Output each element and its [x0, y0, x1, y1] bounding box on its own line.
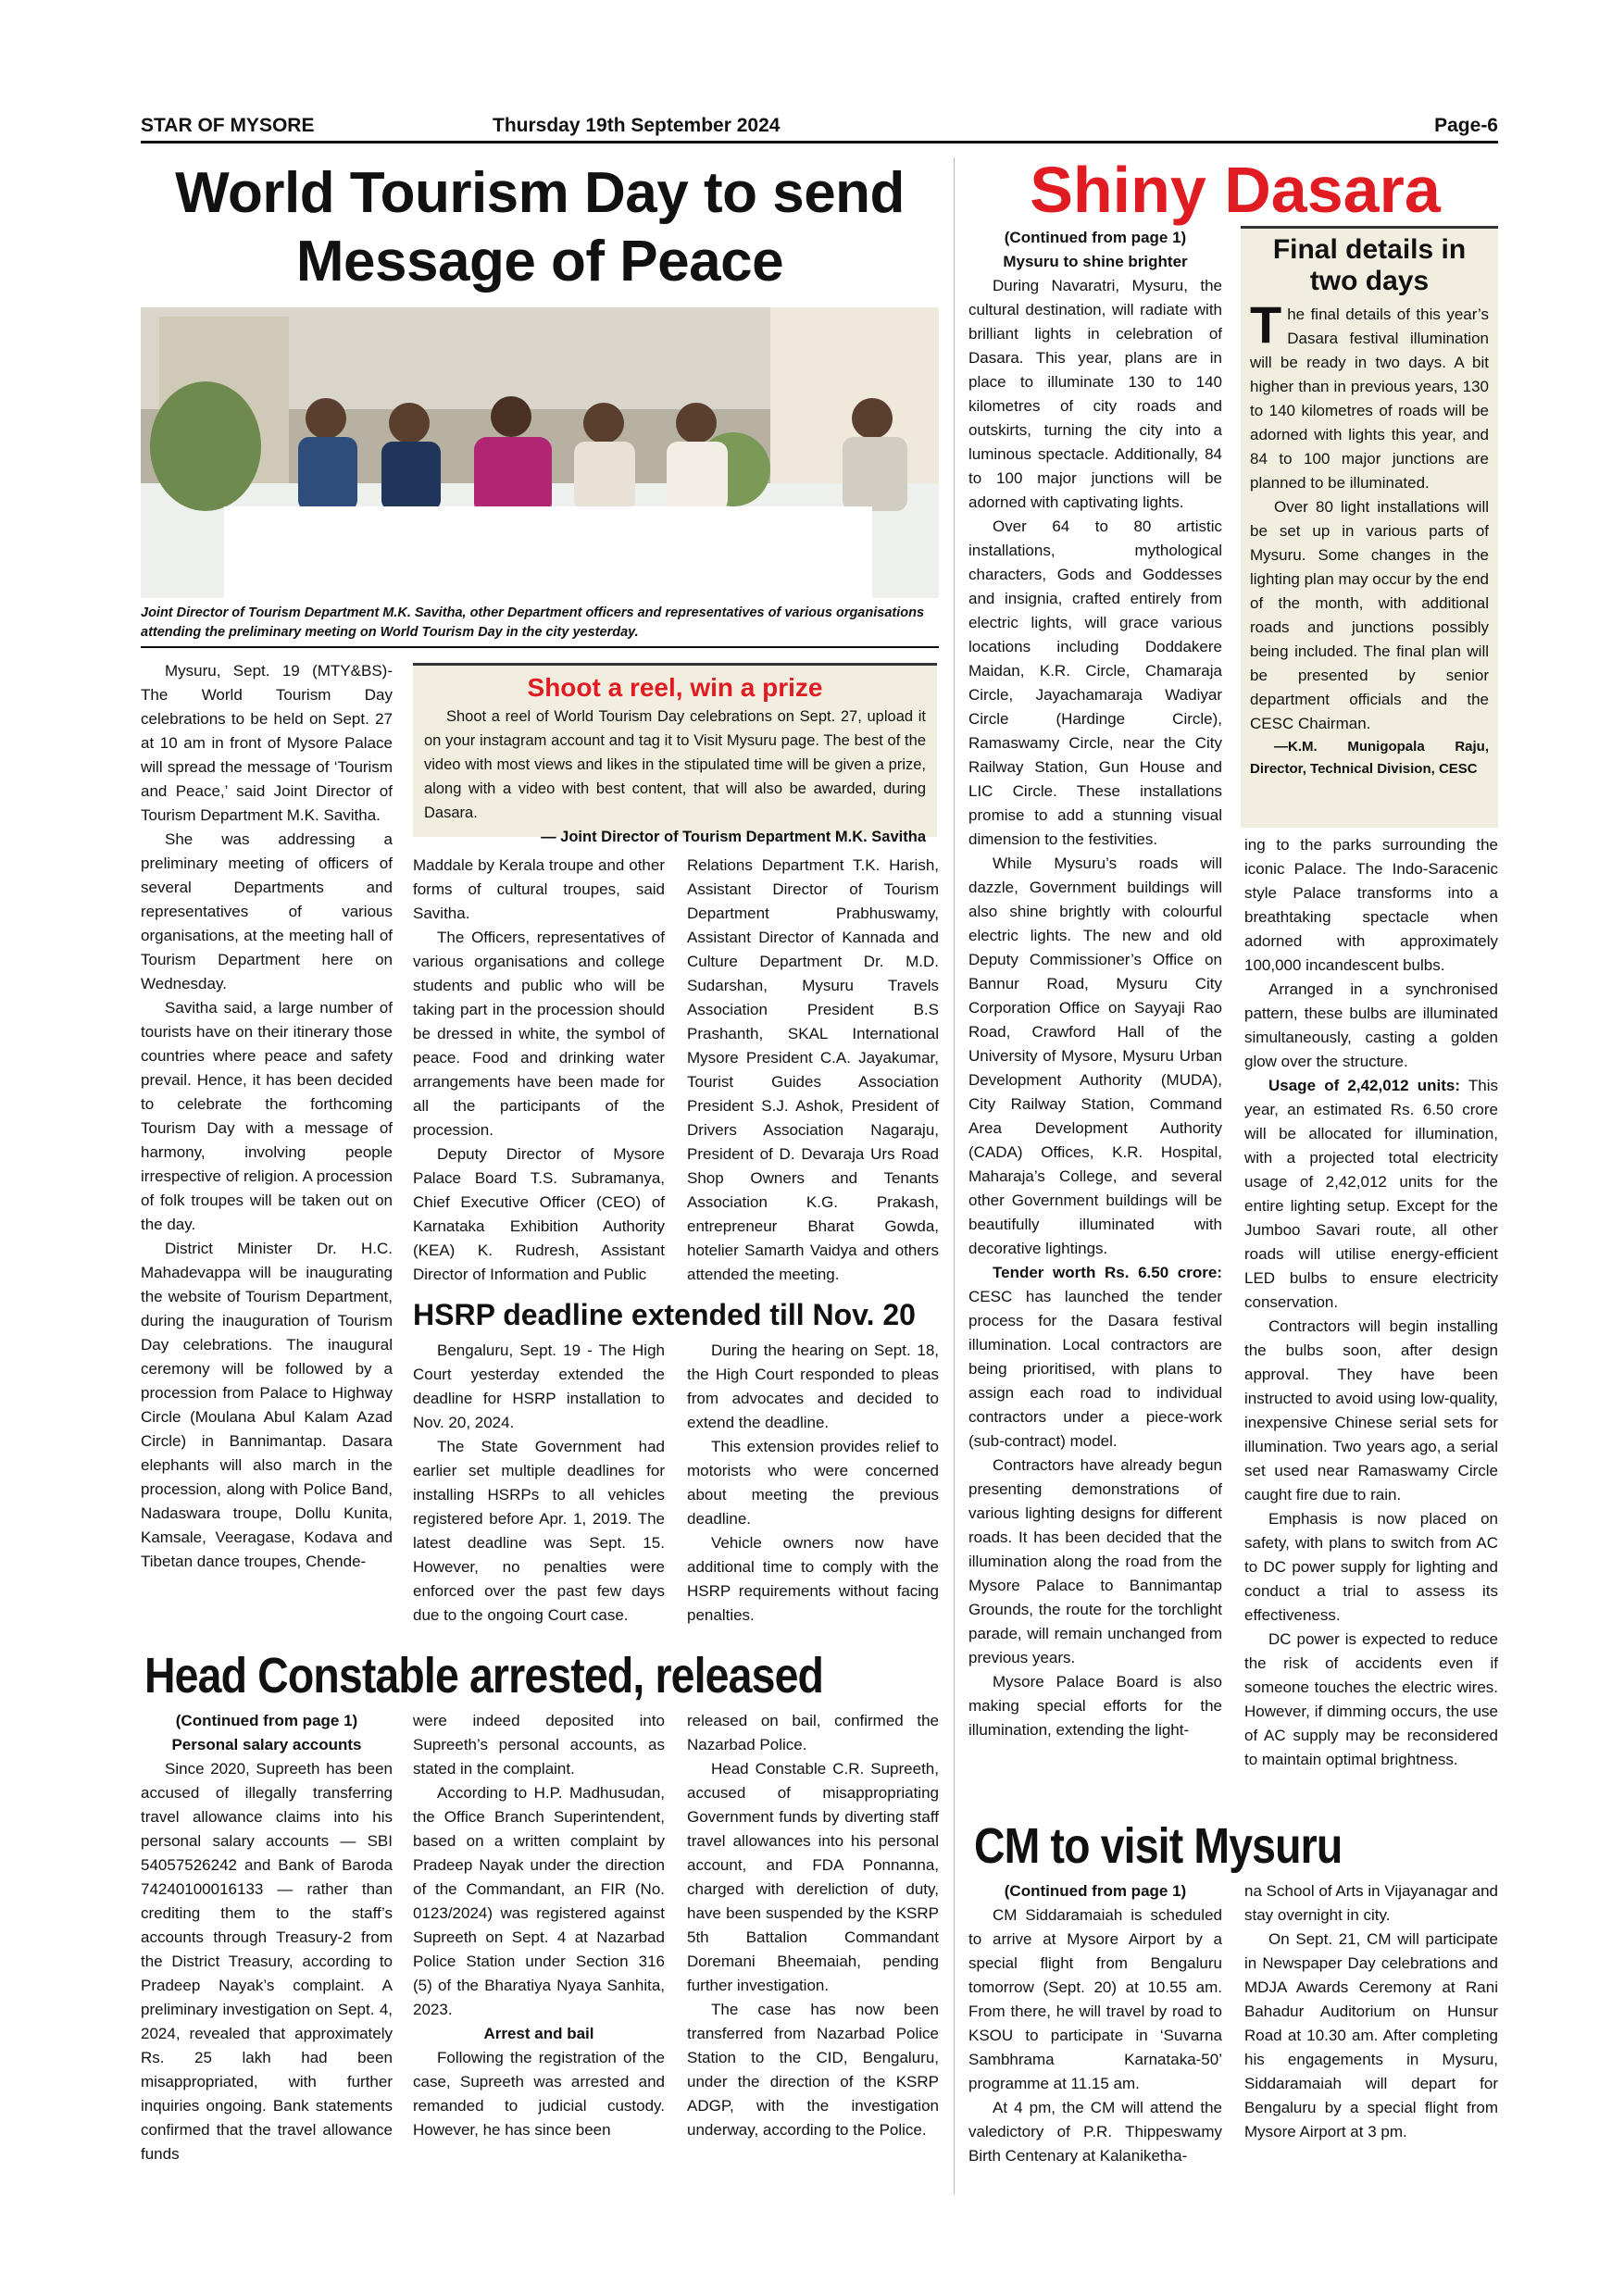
paragraph: On Sept. 21, CM will participate in Newspaper Day celebrations and MDJA Awards Ceremony at Rani Bahadur Auditorium on Hunsur Road at 10.30 am. After completing his engagements in Mysuru, Siddaramaiah will depart for Bengaluru by a special flight from Mysore Airport at 3 pm. — [1244, 1930, 1498, 2140]
paragraph: Following the registration of the case, Supreeth was arrested and remanded to judicial custody. However, he has since been — [413, 2049, 665, 2139]
masthead — [141, 109, 1498, 141]
paragraph: Contractors have already begun presenting demonstrations of various lighting designs for different roads. It has been decided that the illumination along the road from the Mysore Palace to Bannimantap Grounds, the route for the torchlight parade, will remain unchanged from previous years. — [968, 1456, 1222, 1666]
reel-body: Shoot a reel of World Tourism Day celebrations on Sept. 27, upload it on your instagram account and tag it to Visit Mysuru page. The best of the video with most views and likes in the stipulated time will be given a prize, along with a video with best content, that will also be awarded, during Dasara. — [424, 708, 926, 821]
box-credit: —K.M. Munigopala Raju, Director, Technical Division, CESC — [1250, 739, 1489, 777]
tender-text: CESC has launched the tender process for the Dasara festival illumination. Local contractors are being prioritised, with plans to assign each road to individual contractors under a piece-work (sub-contract) model. — [968, 1288, 1222, 1450]
meeting-photo — [141, 307, 939, 598]
continued-note: (Continued from page 1) — [1004, 229, 1187, 246]
cm-column-2 — [1244, 1879, 1498, 2144]
paragraph: Maddale by Kerala troupe and other forms of cultural troupes, said Savitha. — [413, 856, 665, 922]
reel-box — [413, 663, 937, 845]
paragraph: At 4 pm, the CM will attend the valedictory of P.R. Thippeswamy Birth Centenary at Kalaniketha- — [968, 2099, 1222, 2165]
masthead-date: Thursday 19th September 2024 — [493, 115, 781, 136]
paragraph: During Navaratri, Mysuru, the cultural destination, will radiate with brilliant lights in celebration of Dasara. This year, plans are in place to illuminate 130 to 140 kilometres of city roads and outskirts, turning the city into a luminous spectacle. Additionally, 84 to 100 major junctions will be adorned with captivating lights. — [968, 277, 1222, 511]
continued-note: (Continued from page 1) — [1004, 1882, 1187, 1900]
paragraph: The case has now been transferred from Nazarbad Police Station to the CID, Bengaluru, under the direction of the KSRP ADGP, with the investigation underway, according to the Police. — [687, 2001, 939, 2139]
constable-column-1 — [141, 1709, 393, 2166]
column-divider — [954, 157, 955, 2194]
photo-caption: Joint Director of Tourism Department M.K. Savitha, other Department officers and representatives of various organisations attending the preliminary meeting on World Tourism Day in the city yesterday. — [141, 605, 925, 640]
usage-text: This year, an estimated Rs. 6.50 crore will be allocated for illumination, with a projected total electricity usage of 2,42,012 units for the entire lighting setup. Except for the Jumboo Savari route, all other roads will utilise energy-efficient LED bulbs to ensure electricity conservation. — [1244, 1077, 1498, 1311]
reel-title: Shoot a reel, win a prize — [527, 673, 823, 702]
constable-column-3 — [687, 1709, 939, 2142]
paragraph: According to H.P. Madhusudan, the Office Branch Superintendent, based on a written complaint by Pradeep Nayak under the direction of the Commandant, an FIR (No. 0123/2024) was registered against Supreeth on Sept. 4 at Nazarbad Police Station under Section 316 (5) of the Bharatiya Nyaya Sanhita, 2023. — [413, 1784, 665, 2018]
caption-rule — [141, 646, 939, 648]
paragraph: CM Siddaramaiah is scheduled to arrive at Mysore Airport by a special flight from Bengaluru tomorrow (Sept. 20) at 10.55 am. From there, he will travel by road to KSOU to participate in ‘Suvarna Sambhrama Karnataka-50’ programme at 11.15 am. — [968, 1906, 1222, 2092]
hsrp-column-2 — [687, 1339, 939, 1628]
paragraph: Bengaluru, Sept. 19 - The High Court yesterday extended the deadline for HSRP installation to Nov. 20, 2024. — [413, 1341, 665, 1431]
paragraph: released on bail, confirmed the Nazarbad Police. — [687, 1712, 939, 1753]
paragraph: Since 2020, Supreeth has been accused of illegally transferring travel allowance claims into his personal salary accounts — SBI 54057526242 and Bank of Baroda 74240100016133 — rather than crediting them to the staff’s accounts through Treasury-2 from the District Treasury, according to Pradeep Nayak’s complaint. A preliminary investigation on Sept. 4, 2024, revealed that approximately Rs. 25 lakh had been misappropriated, with further inquiries ongoing. Bank statements confirmed that the travel allowance funds — [141, 1760, 393, 2163]
paragraph: This extension provides relief to motorists who were concerned about meeting the previous deadline. — [687, 1438, 939, 1528]
usage-lead: Usage of 2,42,012 units: — [1268, 1077, 1461, 1094]
tourism-headline: World Tourism Day to send Message of Peace — [175, 161, 905, 293]
paragraph: While Mysuru’s roads will dazzle, Government buildings will also shine brightly with colourful electric lights. The new and old Deputy Commissioner’s Office on Bannur Road, Mysuru City Corporation Office on Sayyaji Rao Road, Crawford Hall of the University of Mysore, Mysuru Urban Development Authority (MUDA), City Railway Station, Command Area Development Authority (CADA) Offices, K.R. Hospital, Maharaja’s College, and several other Government buildings will be beautifully illuminated with decorative lightings. — [968, 855, 1222, 1257]
paragraph: Vehicle owners now have additional time to comply with the HSRP requirements without facing penalties. — [687, 1534, 939, 1624]
reel-credit: — Joint Director of Tourism Department M.K. Savitha — [541, 829, 926, 845]
masthead-paper: STAR OF MYSORE — [141, 115, 315, 136]
paragraph: Mysore Palace Board is also making special efforts for the illumination, extending the light- — [968, 1673, 1222, 1739]
cm-headline: CM to visit Mysuru — [974, 1818, 1343, 1874]
paragraph: Mysuru, Sept. 19 (MTY&BS)- The World Tourism Day celebrations to be held on Sept. 27 at 10 am in front of Mysore Palace will spread the message of ‘Tourism and Peace,’ said Joint Director of Tourism Department M.K. Savitha. — [141, 662, 393, 824]
dasara-headline: Shiny Dasara — [1030, 154, 1441, 226]
constable-column-2 — [413, 1709, 665, 2142]
tourism-column-3 — [687, 854, 939, 1287]
paragraph: Deputy Director of Mysore Palace Board T.S. Subramanya, Chief Executive Officer (CEO) of Karnataka Exhibition Authority (KEA) K. Rudresh, Assistant Director of Information and Public — [413, 1145, 665, 1283]
masthead-rule — [141, 141, 1498, 144]
paragraph: na School of Arts in Vijayanagar and stay overnight in city. — [1244, 1882, 1498, 1924]
box-paragraph: Over 80 light installations will be set up in various parts of Mysuru. Some changes in the lighting plan may occur by the end of the month, with additional roads and junctions possibly being included. The final plan will be presented by senior department officials and the CESC Chairman. — [1250, 498, 1489, 732]
hsrp-headline: HSRP deadline extended till Nov. 20 — [413, 1298, 916, 1331]
final-details-box — [1241, 226, 1498, 828]
paragraph: were indeed deposited into Supreeth’s personal accounts, as stated in the complaint. — [413, 1712, 665, 1778]
masthead-page: Page-6 — [1434, 115, 1498, 136]
subhead: Personal salary accounts — [171, 1736, 362, 1753]
hsrp-column-1 — [413, 1339, 665, 1628]
paragraph: During the hearing on Sept. 18, the High Court responded to pleas from advocates and decided to extend the deadline. — [687, 1341, 939, 1431]
box-paragraph: he final details of this year’s Dasara festival illumination will be ready in two days. A bit higher than in previous years, 130 to 140 kilometres of roads will be adorned with lights this year, and 84 to 100 major junctions are planned to be illuminated. — [1250, 306, 1489, 492]
paragraph: She was addressing a preliminary meeting of officers of several Departments and representatives of various organisations, at the meeting hall of Tourism Department here on Wednesday. — [141, 830, 393, 992]
box-title: Final details in two days — [1272, 234, 1467, 296]
paragraph: Relations Department T.K. Harish, Assistant Director of Tourism Department Prabhuswamy, Assistant Director of Kannada and Culture Department Dr. M.D. Sudarshan, Mysuru Travels Association President B.S Prashanth, SKAL International Mysore President C.A. Jayakumar, Tourist Guides Association President S.J. Ashok, President of Drivers Association Nagaraju, President of D. Devaraja Urs Road Shop Owners and Tenants Association K.G. Prakash, entrepreneur Bharat Gowda, hotelier Samarth Vaidya and others attended the meeting. — [687, 856, 939, 1283]
paragraph: District Minister Dr. H.C. Mahadevappa will be inaugurating the website of Tourism Department, during the inauguration of Tourism Day celebrations. The inaugural ceremony will be followed by a procession from Palace to Highway Circle (Moulana Abul Kalam Azad Circle) in Bannimantap. Dasara elephants will also march in the procession, along with Police Band, Nadaswara troupe, Dollu Kunita, Kamsale, Veeragase, Kodava and Tibetan dance troupes, Chende- — [141, 1240, 393, 1570]
tender-lead: Tender worth Rs. 6.50 crore: — [993, 1264, 1222, 1281]
paragraph: Over 64 to 80 artistic installations, mythological characters, Gods and Goddesses and insignia, crafted entirely from electric lights, will grace various locations including Doddakere Maidan, K.R. Circle, Chamaraja Circle, Jayachamaraja Wadiyar Circle (Hardinge Circle), Ramaswamy Circle, near the City Railway Station, Gun House and LIC Circle. These installations promise to add a stunning visual dimension to the festivities. — [968, 518, 1222, 848]
paragraph: DC power is expected to reduce the risk of accidents even if someone touches the electric wires. However, if dimming occurs, the use of AC supply may be reconsidered to maintain optimal brightness. — [1244, 1630, 1498, 1768]
paragraph: Arranged in a synchronised pattern, these bulbs are illuminated simultaneously, casting a golden glow over the structure. — [1244, 980, 1498, 1070]
paragraph: Contractors will begin installing the bulbs soon, after design approval. They have been instructed to avoid using low-quality, inexpensive Chinese serial sets for illumination. Two years ago, a serial set used near Ramaswamy Circle caught fire due to rain. — [1244, 1317, 1498, 1504]
tourism-column-2 — [413, 854, 665, 1287]
constable-headline: Head Constable arrested, released — [144, 1648, 824, 1703]
dasara-column-2 — [1244, 833, 1498, 1772]
paragraph: Head Constable C.R. Supreeth, accused of misappropriating Government funds by diverting staff travel allowances into his personal account, and FDA Ponnanna, charged with dereliction of duty, have been suspended by the KSRP 5th Battalion Commandant Doremani Bheemaiah, pending further investigation. — [687, 1760, 939, 1994]
paragraph: ing to the parks surrounding the iconic Palace. The Indo-Saracenic style Palace transforms into a breathtaking spectacle when adorned with approximately 100,000 incandescent bulbs. — [1244, 836, 1498, 974]
cm-column-1 — [968, 1879, 1222, 2168]
paragraph: Emphasis is now placed on safety, with plans to switch from AC to DC power supply for lighting and conduct a trial to assess its effectiveness. — [1244, 1510, 1498, 1624]
subhead: Mysuru to shine brighter — [1003, 253, 1188, 270]
paragraph: The State Government had earlier set multiple deadlines for installing HSRPs to all vehicles registered before Apr. 1, 2019. The latest deadline was Sept. 15. However, no penalties were enforced over the past few days due to the ongoing Court case. — [413, 1438, 665, 1624]
dropcap: T — [1250, 295, 1282, 354]
tourism-column-1 — [141, 659, 393, 1574]
continued-note: (Continued from page 1) — [175, 1712, 358, 1729]
dasara-column-1 — [968, 226, 1222, 1742]
paragraph: The Officers, representatives of various organisations and college students and public who will be taking part in the procession should be dressed in white, the symbol of peace. Food and drinking water arrangements have been made for all the participants of the procession. — [413, 929, 665, 1139]
subhead: Arrest and bail — [483, 2025, 594, 2042]
paragraph: Savitha said, a large number of tourists have on their itinerary those countries where peace and safety prevail. Hence, it has been decided to celebrate the forthcoming Tourism Day with a message of harmony, involving people irrespective of religion. A procession of folk troupes will be taken out on the day. — [141, 999, 393, 1233]
